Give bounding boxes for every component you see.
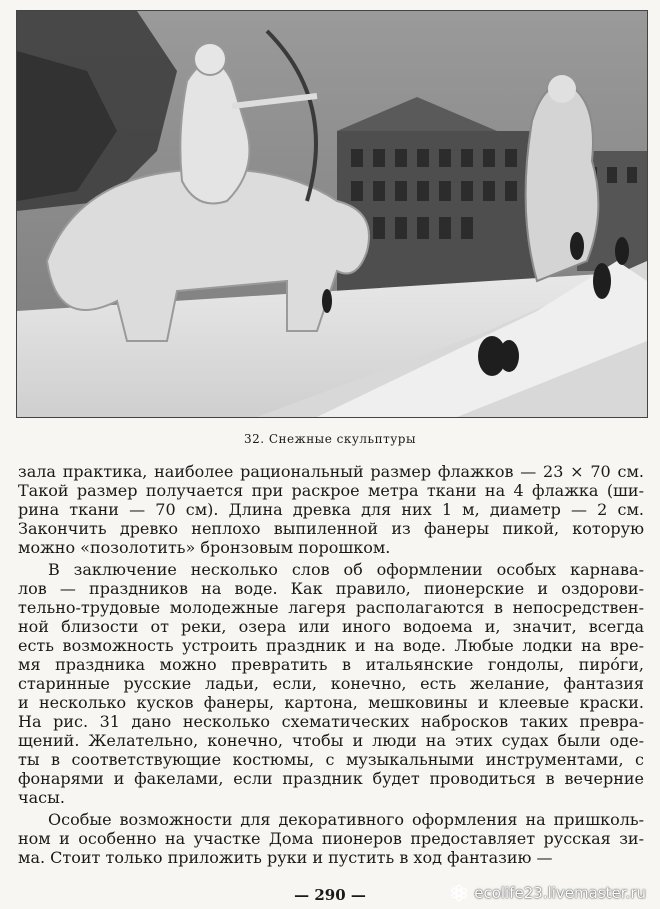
text-line: щений. Желательно, конечно, чтобы и люди на этих судах были оде- bbox=[18, 731, 644, 750]
figure-caption: 32. Снежные скульптуры bbox=[243, 432, 417, 446]
text-line: На рис. 31 дано несколько схематических набросков таких превра- bbox=[18, 712, 644, 731]
text-line: фонарями и факелами, если праздник будет проводиться в вечерние bbox=[18, 769, 644, 788]
text-line: мя праздника можно превратить в итальянские гондолы, пиро́ги, bbox=[18, 655, 644, 674]
text-line: зала практика, наиболее рациональный размер флажков — 23 × 70 см. bbox=[18, 462, 644, 481]
text-line: можно «позолотить» бронзовым порошком. bbox=[18, 538, 391, 557]
text-line: тельно-трудовые молодежные лагеря располагаются в непосредствен- bbox=[18, 598, 644, 617]
text-line: есть возможность устроить праздник и на воде. Любые лодки на вре- bbox=[18, 636, 644, 655]
text-line: старинные русские ладьи, если, конечно, есть желание, фантазия bbox=[18, 674, 644, 693]
flower-icon bbox=[450, 884, 468, 902]
text-line: ной близости от реки, озера или иного водоема и, значит, всегда bbox=[18, 617, 644, 636]
text-line: и несколько кусков фанеры, картона, мешковины и клеевые краски. bbox=[18, 693, 644, 712]
body-text bbox=[18, 462, 644, 867]
snow-sculptures-photo bbox=[16, 10, 648, 418]
text-line: рина ткани — 70 см). Длина древка для них 1 м, диаметр — 2 см. bbox=[18, 500, 644, 519]
text-line: Особые возможности для декоративного оформления на пришколь- bbox=[48, 810, 644, 829]
text-line: Закончить древко неплохо выпиленной из фанеры пикой, которую bbox=[18, 519, 644, 538]
page-number: — 290 — bbox=[294, 886, 366, 904]
text-line: лов — праздников на воде. Как правило, пионерские и оздорови- bbox=[18, 579, 644, 598]
text-line: ма. Стоит только приложить руки и пустить в ход фантазию — bbox=[18, 848, 553, 867]
photo-illustration bbox=[17, 11, 647, 417]
watermark bbox=[450, 884, 646, 902]
text-line: Такой размер получается при раскрое метра ткани на 4 флажка (ши- bbox=[18, 481, 644, 500]
text-line: В заключение несколько слов об оформлении особых карнава- bbox=[48, 560, 644, 579]
text-line: часы. bbox=[18, 788, 65, 807]
text-line: ты в соответствующие костюмы, с музыкальными инструментами, с bbox=[18, 750, 644, 769]
text-line: ном и особенно на участке Дома пионеров предоставляет русская зи- bbox=[18, 829, 644, 848]
watermark-text: ecolife23.livemaster.ru bbox=[474, 884, 646, 902]
